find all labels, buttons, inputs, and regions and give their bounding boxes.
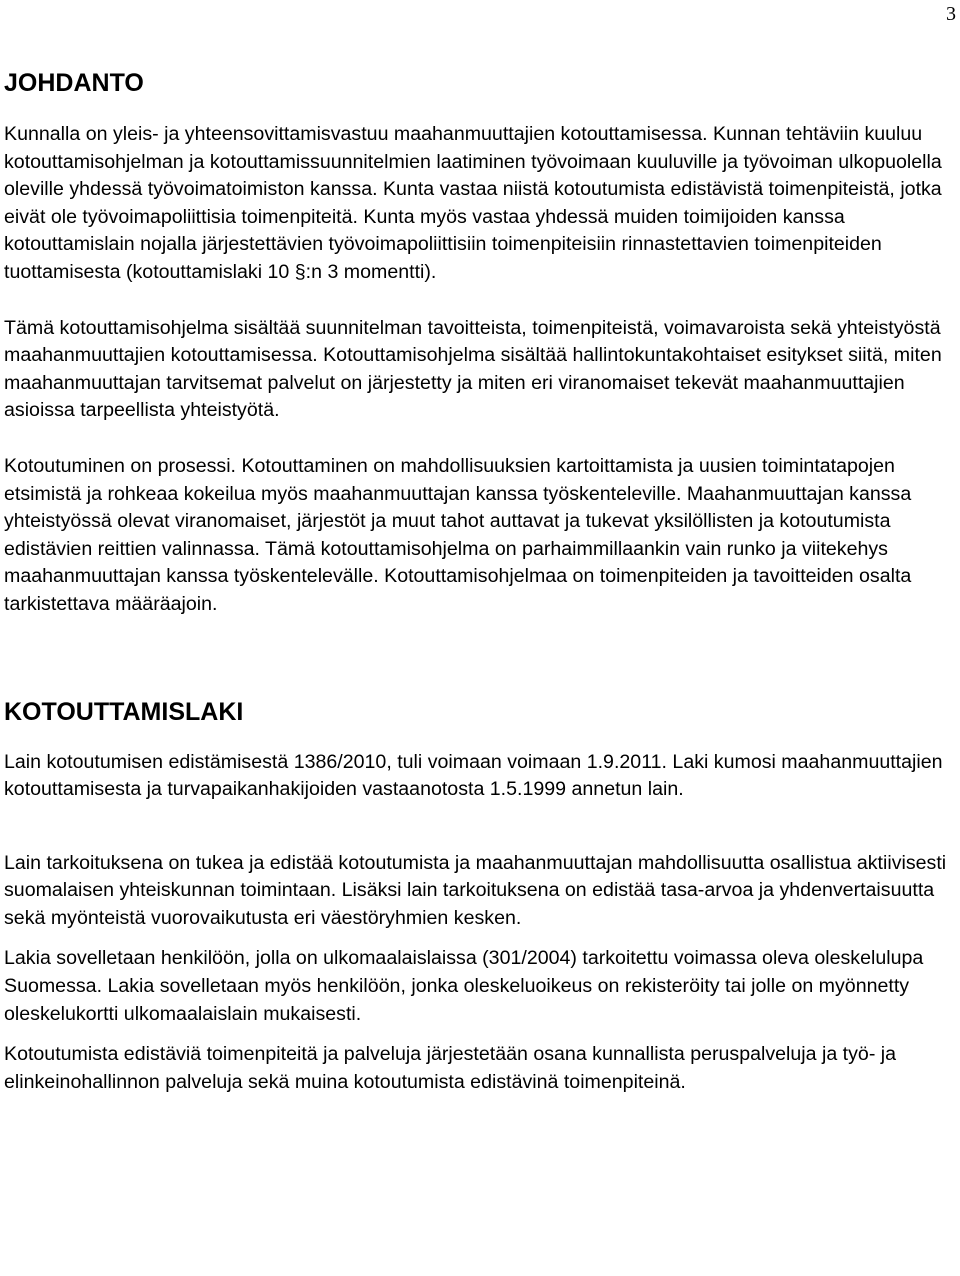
- section-heading-johdanto: JOHDANTO: [4, 69, 144, 97]
- paragraph: Tämä kotouttamisohjelma sisältää suunnitelman tavoitteista, toimenpiteistä, voimavaroista sekä yhteistyöstä maahanmuuttajien kotouttamisessa. Kotouttamisohjelma sisältää hallintokuntakohtaiset esitykset siitä, miten maahanmuuttajan tarvitsemat palvelut on järjestetty ja miten eri viranomaiset tekevät maahanmuuttajien asioissa tarpeellista yhteistyötä.: [4, 316, 942, 422]
- paragraph: Lain kotoutumisen edistämisestä 1386/2010, tuli voimaan voimaan 1.9.2011. Laki kumosi maahanmuuttajien kotouttamisesta ja turvapaikanhakijoiden vastaanotosta 1.5.1999 annetun lain.: [4, 750, 943, 801]
- paragraph: Kotoutuminen on prosessi. Kotouttaminen on mahdollisuuksien kartoittamista ja uusien toimintatapojen etsimistä ja rohkeaa kokeilua myös maahanmuuttajan kanssa työskenteleville. Maahanmuuttajan kanssa yhteistyössä olevat viranomaiset, järjestöt ja muut tahot auttavat ja tukevat yksilöllisten ja kotoutumista edistävien reittien valinnassa. Tämä kotouttamisohjelma on parhaimmillaankin vain runko ja viitekehys maahanmuuttajan kanssa työskentelevälle. Kotouttamisohjelmaa on toimenpiteiden ja tavoitteiden osalta tarkistettava määräajoin.: [4, 454, 912, 615]
- document-body: [4, 66, 959, 1096]
- paragraph: Lakia sovelletaan henkilöön, jolla on ulkomaalaislaissa (301/2004) tarkoitettu voimassa oleva oleskelulupa Suomessa. Lakia sovelletaan myös henkilöön, jonka oleskeluoikeus on rekisteröity tai jolle on myönnetty oleskelukortti ulkomaalaislain mukaisesti.: [4, 947, 924, 1025]
- paragraph: Kotoutumista edistäviä toimenpiteitä ja palveluja järjestetään osana kunnallista peruspalveluja ja työ- ja elinkeinohallinnon palveluja sekä muina kotoutumista edistävinä toimenpiteinä.: [4, 1043, 897, 1093]
- section-heading-kotouttamislaki: KOTOUTTAMISLAKI: [4, 697, 244, 726]
- page-number: 3: [946, 3, 956, 25]
- paragraph: Kunnalla on yleis- ja yhteensovittamisvastuu maahanmuuttajien kotouttamisessa. Kunnan tehtäviin kuuluu kotouttamisohjelman ja kotouttamissuunnitelmien laatiminen työvoimaan kuuluville ja työvoiman ulkopuolella oleville yhdessä työvoimatoimiston kanssa. Kunta vastaa niistä kotoutumista edistävistä toimenpiteistä, jotka eivät ole työvoimapoliittisia toimenpiteitä. Kunta myös vastaa yhdessä muiden toimijoiden kanssa kotouttamislain nojalla järjestettävien työvoimapoliittisiin toimenpiteisiin rinnastettavien toimenpiteiden tuottamisesta (kotouttamislaki 10 §:n 3 momentti).: [4, 123, 942, 283]
- paragraph: Lain tarkoituksena on tukea ja edistää kotoutumista ja maahanmuuttajan mahdollisuutta osallistua aktiivisesti suomalaisen yhteiskunnan toimintaan. Lisäksi lain tarkoituksena on edistää tasa-arvoa ja yhdenvertaisuutta sekä myönteistä vuorovaikutusta eri väestöryhmien kesken.: [4, 851, 947, 929]
